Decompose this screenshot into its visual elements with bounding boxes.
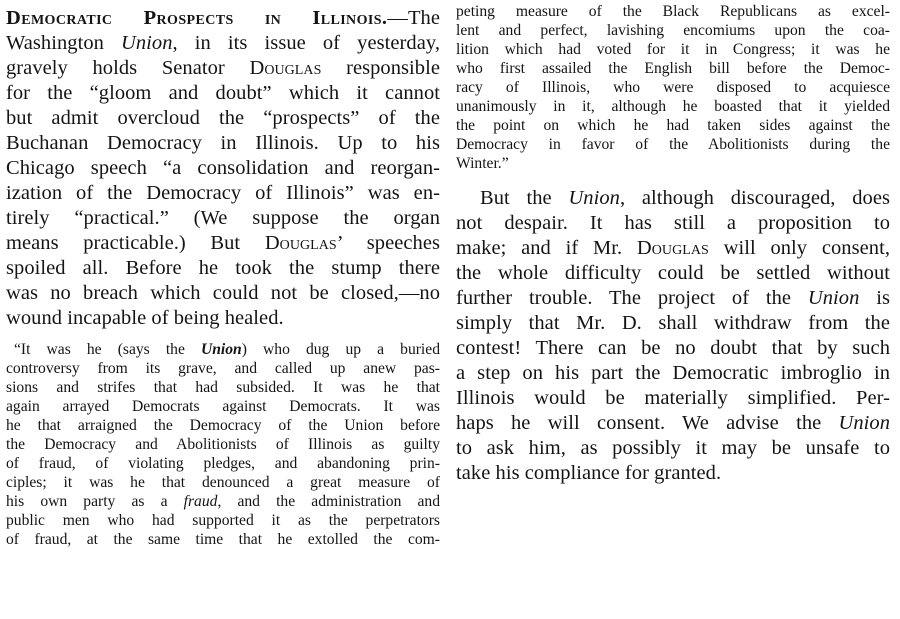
article-line: Democratic Prospects in Illinois.—The [6, 7, 440, 29]
quote-line: again arrayed Democrats against Democrats. It was [6, 398, 440, 415]
article-line: But the Union, although discouraged, does [480, 187, 890, 209]
article-line: tirely “practical.” (We suppose the organ [6, 207, 440, 229]
quote-line: who first assailed the English bill before the Democ- [456, 60, 890, 77]
quote-line: the point on which he had taken sides against the [456, 117, 890, 134]
quote-line: ciples; it was he that denounced a great measure of [6, 474, 440, 491]
quote-line: public men who had supported it as the perpetrators [6, 512, 440, 529]
article-line: gravely holds Senator Douglas responsible [6, 57, 440, 79]
quote-line: his own party as a fraud, and the administration and [6, 493, 441, 510]
quote-line: Winter.” [456, 155, 509, 172]
article-line: make; and if Mr. Douglas will only consent, [456, 237, 890, 259]
article-line: but admit overcloud the “prospects” of the [6, 107, 440, 129]
article-heading: Democratic Prospects in Illinois. [6, 7, 388, 29]
quote-line: racy of Illinois, who were disposed to acquiesce [456, 79, 890, 96]
article-line: to ask him, as possibly it may be unsafe to [456, 437, 890, 459]
article-line: Illinois would be materially simplified. Per- [456, 387, 890, 409]
article-line: not despair. It has still a proposition to [456, 212, 890, 234]
article-line: further trouble. The project of the Union is [456, 287, 890, 309]
article-line: spoiled all. Before he took the stump there [6, 257, 440, 279]
article-line: Buchanan Democracy in Illinois. Up to his [6, 132, 440, 154]
quote-line: of fraud, at the same time that he extolled the com- [6, 531, 440, 548]
article-line: the whole difficulty could be settled without [456, 262, 890, 284]
article-line: for the “gloom and doubt” which it cannot [6, 82, 440, 104]
quote-line: unanimously in it, although he boasted that it yielded [456, 98, 890, 115]
quote-line: he that arraigned the Democracy of the Union before [6, 417, 440, 434]
quote-line: Democracy in favor of the Abolitionists during the [456, 136, 890, 153]
article-line: Washington Union, in its issue of yesterday, [6, 32, 440, 54]
article-line: Chicago speech “a consolidation and reorgan- [6, 157, 440, 179]
article-line: haps he will consent. We advise the Union [456, 412, 890, 434]
quote-line: “It was he (says the Union) who dug up a buried [14, 341, 440, 358]
quote-line: peting measure of the Black Republicans as excel- [456, 3, 890, 20]
article-line: contest! There can be no doubt that by such [456, 337, 890, 359]
quote-line: lition which had voted for it in Congress; it was he [456, 41, 890, 58]
quote-line: the Democracy and Abolitionists of Illinois as guilty [6, 436, 440, 453]
quote-line: of fraud, of violating pledges, and abandoning prin- [6, 455, 440, 472]
article-line: ization of the Democracy of Illinois” was en- [6, 182, 440, 204]
quote-line: controversy from its grave, and called up anew pas- [6, 360, 440, 377]
quote-line: sions and strifes that had subsided. It was he that [6, 379, 440, 396]
article-line: simply that Mr. D. shall withdraw from the [456, 312, 890, 334]
article-line: take his compliance for granted. [456, 462, 722, 484]
quote-line: lent and perfect, lavishing encomiums upon the coa- [456, 22, 890, 39]
article-line: wound incapable of being healed. [6, 307, 284, 329]
article-line: was no breach which could not be closed,—no [6, 282, 440, 304]
article-line: a step on his part the Democratic imbroglio in [456, 362, 890, 384]
article-line: means practicable.) But Douglas’ speeches [6, 232, 440, 254]
